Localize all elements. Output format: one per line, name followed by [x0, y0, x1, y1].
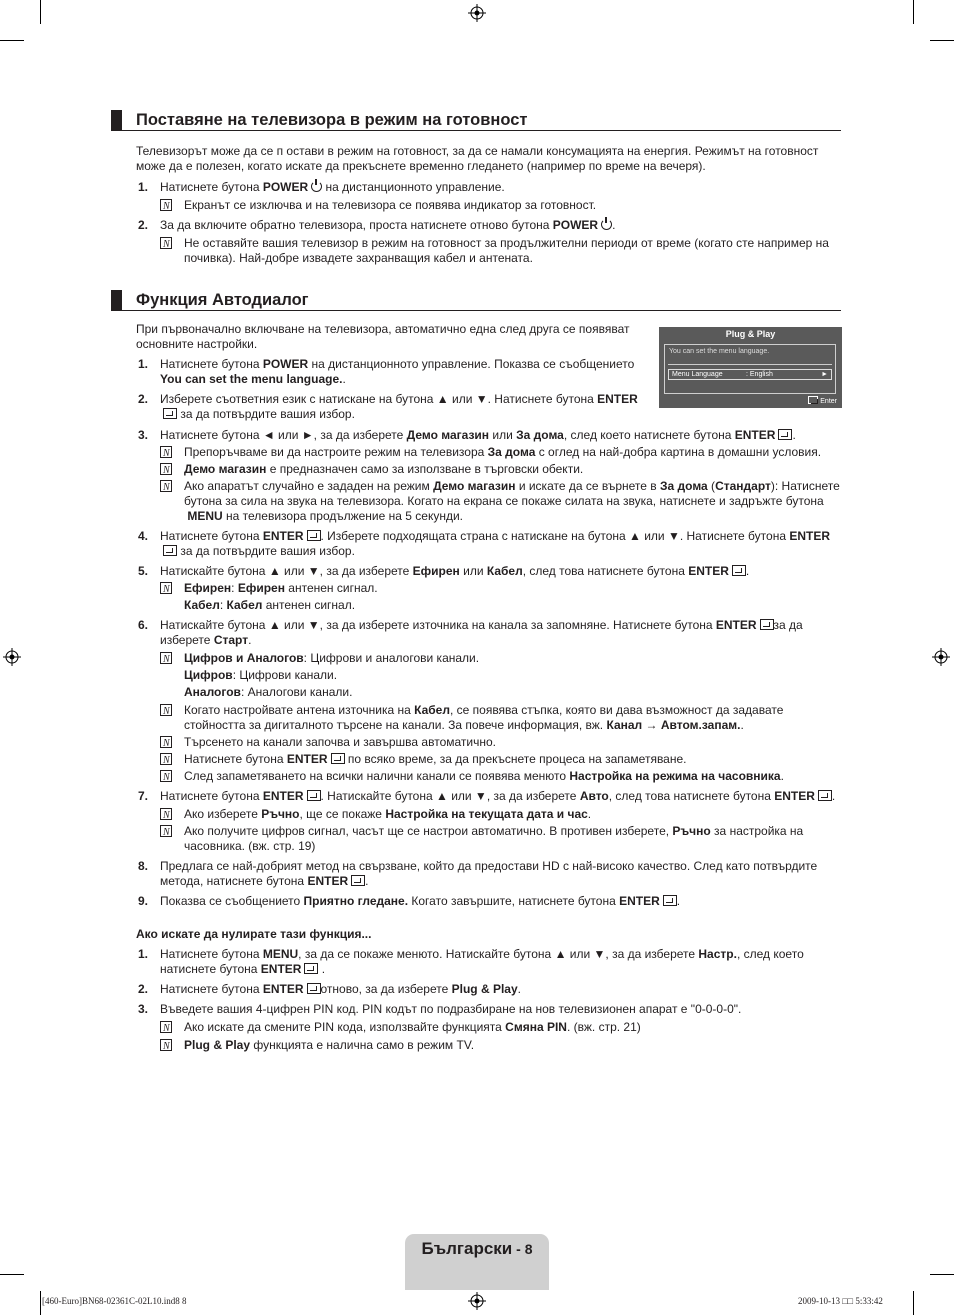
note-icon	[160, 480, 172, 492]
note: N Ефирен: Ефирен антенен сигнал.	[136, 581, 842, 596]
note: N Plug & Play функцията е налична само в режим TV.	[136, 1038, 842, 1053]
note: N Демо магазин е предназначен само за използване в търговски обекти.	[136, 462, 842, 477]
section-title: Функция Автодиалог	[136, 291, 309, 309]
plug-and-play-content	[136, 322, 842, 1053]
crop-mark	[913, 0, 914, 24]
note-icon	[160, 704, 172, 716]
note: N Ако апаратът случайно е зададен на режим Демо магазин и искате да се върнете в За дома (Стандарт): Натиснете бутона за сила на звука на телевизора. Когато на екрана се покаже силата на звука, натиснете и задръжте бутона MENU на телевизора продължение на 5 секунди.	[136, 479, 842, 524]
power-icon	[601, 219, 612, 230]
step: 3. Натиснете бутона ◄ или ►, за да изберете Демо магазин или За дома, след което натиснете бутона ENTER .	[138, 428, 796, 442]
step: 9. Показва се съобщението Приятно гледане. Когато завършите, натиснете бутона ENTER .	[138, 894, 681, 908]
page-footer-tab	[405, 1234, 549, 1290]
step: 7. Натиснете бутона ENTER . Натискайте бутона ▲ или ▼, за да изберете Авто, след това натиснете бутона ENTER .	[138, 789, 836, 803]
enter-icon	[307, 530, 321, 541]
power-icon	[311, 181, 322, 192]
note: N Екранът се изключва и на телевизора се появява индикатор за готовност.	[136, 198, 842, 213]
print-file-info: [460-Euro]BN68-02361C-02L10.ind8 8	[42, 1296, 187, 1306]
note-icon	[160, 1039, 172, 1051]
enter-icon	[351, 875, 365, 886]
step: 2. Натиснете бутона ENTER отново, за да изберете Plug & Play.	[138, 982, 521, 996]
enter-icon	[331, 753, 345, 764]
registration-mark-icon	[3, 648, 21, 666]
note-icon	[160, 770, 172, 782]
arrow-right-icon: ►	[821, 371, 828, 378]
note-icon	[160, 825, 172, 837]
step: 3. Въведете вашия 4-цифрен PIN код. PIN кодът по подразбиране на нов телевизионен апарат е "0-0-0-0".	[138, 1002, 742, 1016]
step: 2. За да включите обратно телевизора, проста натиснете отново бутона POWER .	[138, 218, 616, 232]
print-date-info: 2009-10-13 □□ 5:33:42	[798, 1296, 883, 1306]
note-icon	[160, 1021, 172, 1033]
section-header-plug-and-play	[111, 290, 841, 311]
crop-mark	[913, 1291, 914, 1315]
standby-content	[136, 144, 842, 266]
section-title: Поставяне на телевизора в режим на готовност	[136, 111, 528, 129]
registration-mark-icon	[468, 1292, 486, 1310]
enter-icon	[778, 429, 792, 440]
note-icon	[160, 582, 172, 594]
enter-icon	[663, 895, 677, 906]
note-icon	[160, 808, 172, 820]
note-icon	[160, 652, 172, 664]
enter-icon	[307, 790, 321, 801]
step: 1. Натиснете бутона POWER на дистанционното управление.	[138, 180, 505, 194]
reset-heading: Ако искате да нулирате тази функция...	[136, 927, 372, 941]
enter-icon	[163, 545, 177, 556]
note: N След запаметяването на всички налични канали се появява менюто Настройка на режима на часовника.	[136, 769, 842, 784]
registration-mark-icon	[932, 648, 950, 666]
enter-icon	[163, 408, 177, 419]
enter-icon	[760, 619, 774, 630]
enter-icon	[732, 565, 746, 576]
crop-mark	[0, 40, 24, 41]
step: 1. Натиснете бутона MENU, за да се покаже менюто. Натискайте бутона ▲ или ▼, за да изберете Настр., след което натиснете бутона ENTER .	[138, 947, 804, 976]
step: 4. Натиснете бутона ENTER . Изберете подходящата страна с натискане на бутона ▲ или ▼. Натиснете бутона ENTER за да потвърдите вашия избор.	[138, 529, 831, 558]
note-icon	[160, 199, 172, 211]
osd-message: You can set the menu language.	[669, 348, 770, 355]
note-continuation: Цифров: Цифрови канали.	[184, 668, 338, 682]
note: N Натиснете бутона ENTER по всяко време, за да прекъснете процеса на запаметяване.	[136, 752, 842, 767]
note: N Препоръчваме ви да настроите режим на телевизора За дома с оглед на най-добра картина в домашни условия.	[136, 445, 842, 460]
note: N Ако получите цифров сигнал, часът ще се настрои автоматично. В противен изберете, Ръчно за настройка на часовника. (вж. стр. 19)	[136, 824, 842, 854]
enter-icon	[307, 983, 321, 994]
enter-icon	[818, 790, 832, 801]
paragraph: Телевизорът може да се п остави в режим на готовност, за да се намали консумацията на енергия. Режимът на готовност може да е полезен, когато искате да прекъснете временно гледането (например по време на вечеря).	[136, 144, 819, 173]
note: N Цифров и Аналогов: Цифрови и аналогови канали.	[136, 651, 842, 666]
note-icon	[160, 237, 172, 249]
note-icon	[160, 736, 172, 748]
note-continuation: Аналогов: Аналогови канали.	[184, 685, 353, 699]
enter-icon	[304, 963, 318, 974]
crop-mark	[40, 1291, 41, 1315]
page-language-label: Български - 8	[421, 1239, 533, 1258]
note: N Когато настройвате антена източника на Кабел, се появява стъпка, която ви дава възможност да задавате стойността за дигиталното търсене на канали. За повече информация, вж. Канал → Автом.запам..	[136, 703, 842, 733]
step: 1. Натиснете бутона POWER на дистанционното управление. Показва се съобщението You can set the menu language..	[138, 357, 635, 386]
note: N Ако искате да смените PIN кода, използвайте функцията Смяна PIN. (вж. стр. 21)	[136, 1020, 842, 1035]
section-marker	[111, 290, 122, 310]
osd-enter-hint: Enter	[805, 396, 837, 405]
crop-mark	[0, 1274, 24, 1275]
crop-mark	[930, 1274, 954, 1275]
crop-mark	[40, 0, 41, 24]
crop-mark	[930, 40, 954, 41]
paragraph: При първоначално включване на телевизора, автоматично една след друга се появяват основните настройки.	[136, 322, 630, 351]
note-continuation: Кабел: Кабел антенен сигнал.	[184, 598, 356, 612]
step: 2. Изберете съответния език с натискане на бутона ▲ или ▼. Натиснете бутона ENTER за да потвърдите вашия избор.	[138, 392, 638, 421]
step: 8. Предлага се най-добрият метод на свързване, който да предостави HD с най-високо качество. След като потвърдите метода, натиснете бутона ENTER .	[138, 859, 818, 888]
step: 5. Натискайте бутона ▲ или ▼, за да изберете Ефирен или Кабел, след това натиснете бутона ENTER .	[138, 564, 750, 578]
note: N Търсенето на канали започва и завършва автоматично.	[136, 735, 842, 750]
section-marker	[111, 110, 122, 130]
note-icon	[160, 753, 172, 765]
note-icon	[160, 463, 172, 475]
osd-title: Plug & Play	[725, 329, 776, 339]
step: 6. Натискайте бутона ▲ или ▼, за да изберете източника на канала за запомняне. Натиснете бутона ENTER за да изберете Старт.	[138, 618, 803, 647]
note: N Ако изберете Ръчно, ще се покаже Настройка на текущата дата и час.	[136, 807, 842, 822]
note-icon	[160, 446, 172, 458]
note: N Не оставяйте вашия телевизор в режим на готовност за продължителни периоди от време (когато сте например на почивка). Най-добре извадете захранващия кабел и антената.	[136, 236, 842, 266]
registration-mark-icon	[468, 4, 486, 22]
section-header-standby	[111, 110, 841, 131]
osd-menu-language-row[interactable]: Menu Language : English ►	[668, 369, 832, 380]
